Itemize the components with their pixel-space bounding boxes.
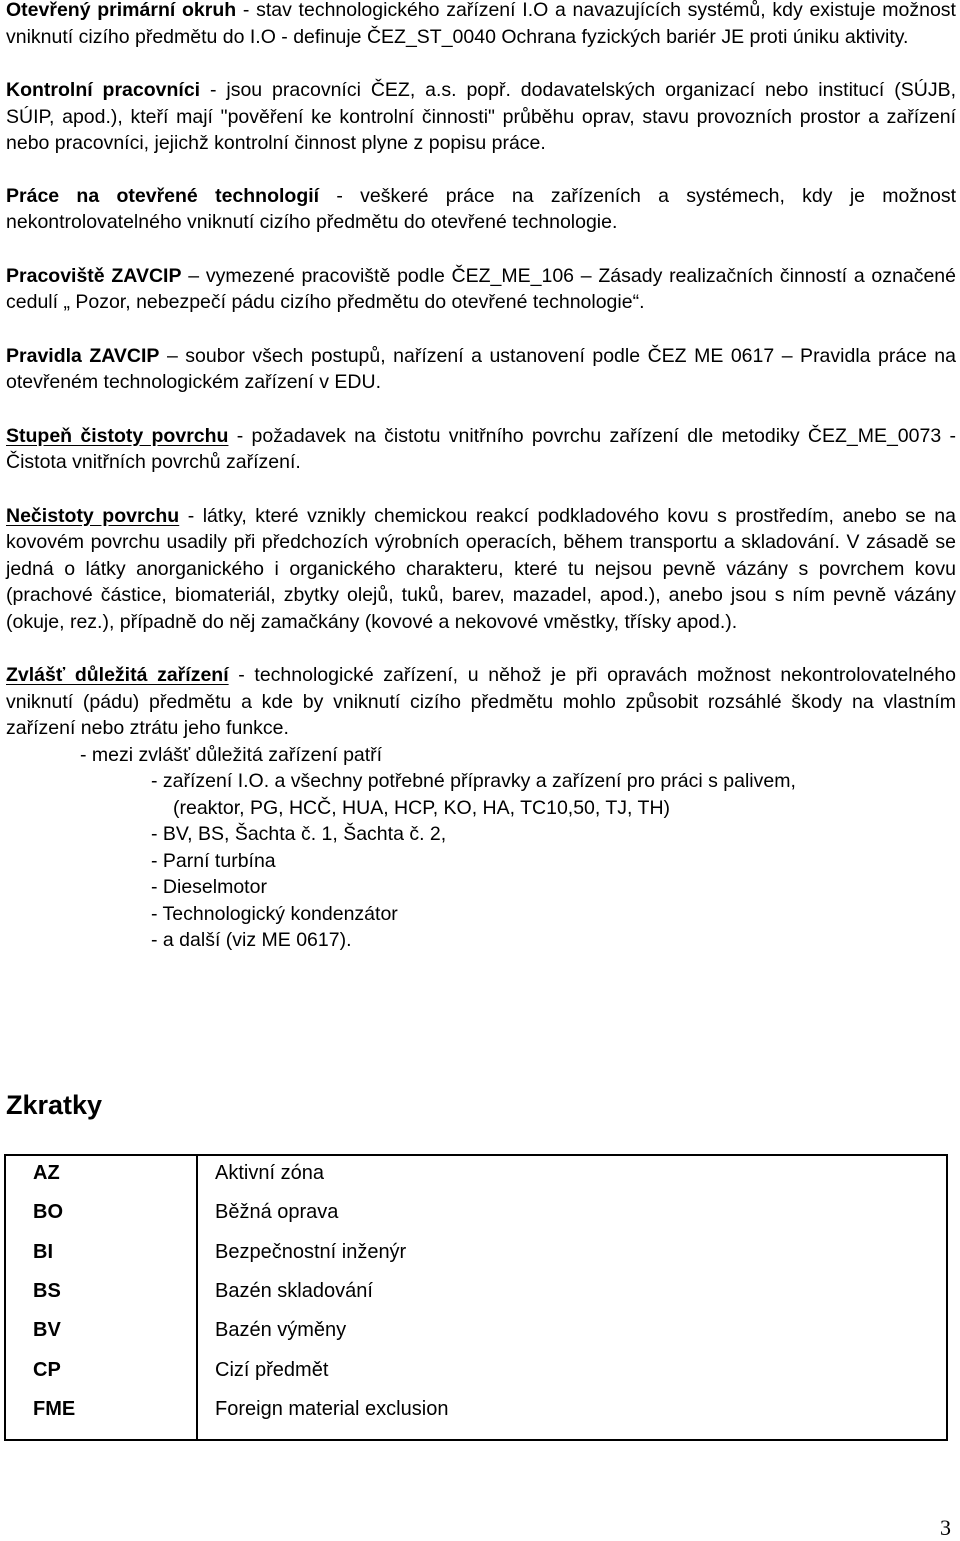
abbreviation-meaning: Aktivní zóna [215,1162,324,1185]
definition-text: - jsou pracovníci ČEZ, a.s. popř. dodavatelských organizací nebo institucí (SÚJB, SÚIP, apod.), kteří mají "pověření ke kontrolní činnosti" průběhu oprav, stavu provozních prostor a zařízení nebo pracovníci, jejichž kontrolní činnost plyne z popisu práce. [6,79,957,154]
definition-prace-na-otevrene-technologii [6,183,956,236]
definition-text: - veškeré práce na zařízeních a systémech, kdy je možnost nekontrolovatelného vniknutí cizího předmětu do otevřené technologie. [6,184,956,233]
abbreviation-code: BO [33,1201,63,1224]
abbreviation-code: CP [33,1358,61,1381]
abbreviations-heading: Zkratky [6,1090,103,1120]
definition-term: Práce na otevřené technologií [6,184,320,207]
definition-term: Otevřený primární okruh [6,0,237,21]
list-item: - zařízení I.O. a všechny potřebné přípravky a zařízení pro práci s palivem, [151,770,796,792]
page-number: 3 [940,1515,951,1540]
definition-text: – vymezené pracoviště podle ČEZ_ME_106 – Zásady realizačních činností a označené cedulí „ Pozor, nebezpečí pádu cizího předmětu do otevřené technologie“. [6,264,956,313]
list-item: - a další (viz ME 0617). [151,929,352,951]
definition-text: - látky, které vznikly chemickou reakcí podkladového kovu s prostředím, anebo se na kovovém povrchu usadily při předchozích výrobních operacích, během transportu a skladování. V zásadě se jedná o látky anorganického i organického charakteru, které tu nejsou pevně vázány s povrchem kovu (prachové částice, biomateriál, zbytky olejů, tuků, barev, mazadel, apod.), anebo jsou s ním pevně vázány (okuje, rez.), případně do něj zamačkány (kovové a nekovové vměstky, třísky apod.). [6,504,956,633]
definition-term: Pravidla ZAVCIP [6,344,160,367]
table-row [4,1233,948,1272]
table-row [4,1311,948,1350]
definition-term: Pracoviště ZAVCIP [6,264,182,287]
definition-kontrolni-pracovnici [6,77,956,157]
definition-pracoviste-zavcip [6,263,956,316]
abbreviation-code: BV [33,1319,61,1342]
definition-otevreny-primarni-okruh [6,0,956,50]
abbreviation-code: BI [33,1240,53,1263]
abbreviation-code: AZ [33,1162,60,1185]
table-row [4,1272,948,1311]
definition-term: Stupeň čistoty povrchu [6,424,229,447]
abbreviation-meaning: Bazén výměny [215,1319,347,1342]
definition-term: Kontrolní pracovníci [6,79,201,101]
abbreviation-code: BS [33,1280,61,1303]
definition-text: - technologické zařízení, u něhož je při opravách možnost nekontrolovatelného vniknutí (pádu) předmětu a kde by vniknutí cizího předmětu mohlo způsobit rozsáhlé škody na vlastním zařízení nebo ztrátu jeho funkce. [6,664,956,739]
definition-term: Zvlášť důležitá zařízení [6,664,229,686]
list-item: - Dieselmotor [151,876,267,898]
abbreviation-meaning: Bazén skladování [215,1280,373,1303]
abbreviation-meaning: Bezpečnostní inženýr [215,1240,407,1263]
abbreviation-meaning: Foreign material exclusion [215,1397,449,1420]
list-item: - BV, BS, Šachta č. 1, Šachta č. 2, [151,823,447,845]
table-row [4,1350,948,1389]
definition-text: – soubor všech postupů, nařízení a ustanovení podle ČEZ ME 0617 – Pravidla práce na otevřeném technologickém zařízení v EDU. [6,344,956,393]
abbreviation-meaning: Běžná oprava [215,1201,339,1224]
abbreviation-meaning: Cizí předmět [215,1358,329,1381]
abbreviations-table [4,1154,948,1429]
definition-text: - stav technologického zařízení I.O a navazujících systémů, kdy existuje možnost vniknutí cizího předmětu do I.O - definuje ČEZ_ST_0040 Ochrana fyzických bariér JE proti úniku aktivity. [6,0,956,48]
definition-necistoty-povrchu [6,503,956,636]
abbreviations-column-divider [196,1154,198,1441]
abbreviation-code: FME [33,1397,76,1420]
list-item: - Technologický kondenzátor [151,902,398,925]
list-item: (reaktor, PG, HCČ, HUA, HCP, KO, HA, TC10,50, TJ, TH) [173,796,671,819]
list-intro: - mezi zvlášť důležitá zařízení patří [80,743,383,766]
definition-zvlast-dulezita-zarizeni [6,662,956,742]
definition-term: Nečistoty povrchu [6,504,180,527]
list-item: - Parní turbína [151,849,276,872]
definition-text: - požadavek na čistotu vnitřního povrchu zařízení dle metodiky ČEZ_ME_0073 - Čistota vnitřních povrchů zařízení. [6,424,956,473]
table-row [4,1193,948,1232]
definition-pravidla-zavcip [6,343,956,396]
table-row [4,1154,948,1193]
table-row [4,1390,948,1429]
document-page [6,0,956,954]
definition-stupen-cistoty-povrchu [6,423,956,476]
